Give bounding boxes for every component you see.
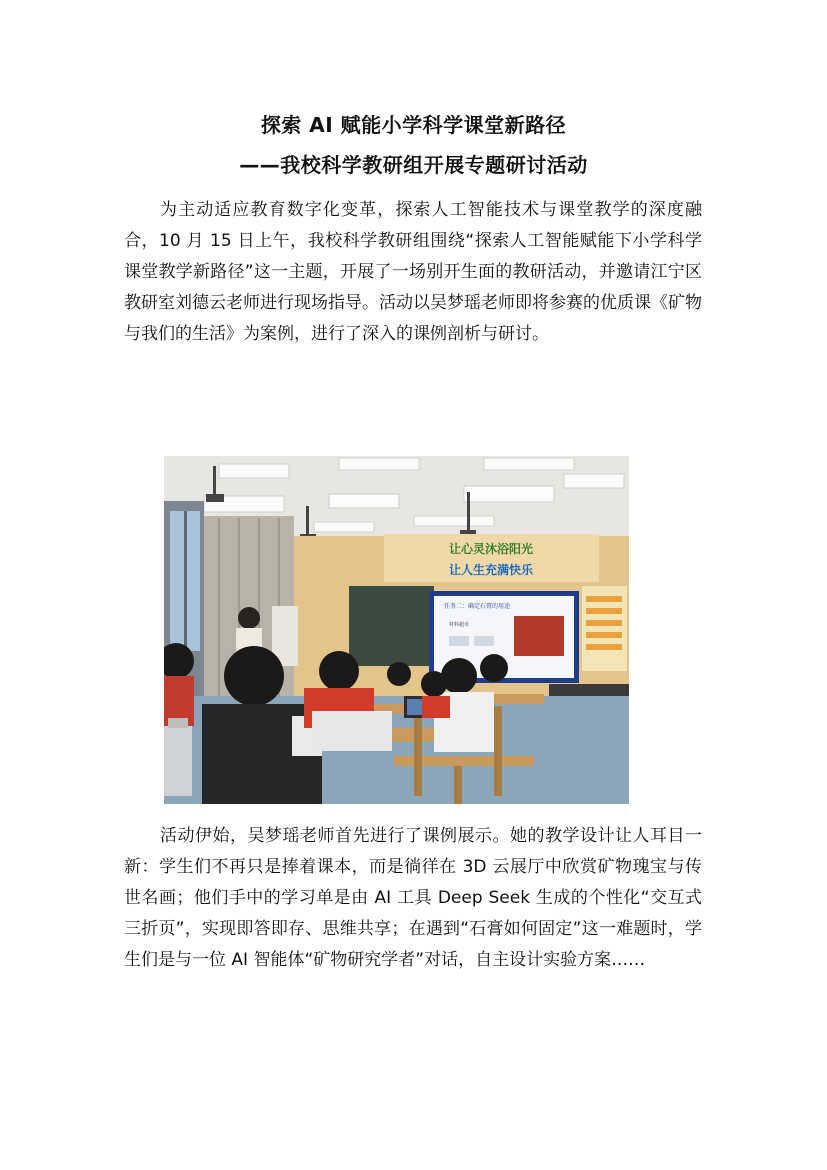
article-title: 探索 AI 赋能小学科学课堂新路径	[260, 113, 567, 137]
screen-heading: 任务二：确定石膏的用途	[444, 603, 511, 610]
banner-line-2: 让人生充满快乐	[448, 563, 534, 577]
paragraph-intro: 为主动适应教育数字化变革，探索人工智能技术与课堂教学的深度融合，10 月 15 日上午，我校科学教研组围绕“探索人工智能赋能下小学科学课堂教学新路径”这一主题，开展了一场别开生面的教研活动，并邀请江宁区教研室刘德云老师进行现场指导。活动以吴梦瑶老师即将参赛的优质课《矿物与我们的生活》为案例，进行了深入的课例剖析与研讨。	[124, 200, 702, 344]
banner-line-1: 让心灵沐浴阳光	[448, 542, 534, 556]
classroom-scene	[164, 456, 629, 804]
classroom-photo	[164, 456, 629, 804]
paragraph-activity: 活动伊始，吴梦瑶老师首先进行了课例展示。她的教学设计让人耳目一新：学生们不再只是捧着课本，而是徜徉在 3D 云展厅中欣赏矿物瑰宝与传世名画；他们手中的学习单是由 AI 工具 Deep Seek 生成的个性化“交互式三折页”，实现即答即存、思维共享；在遇到“石膏如何固定”这一难题时，学生们是与一位 AI 智能体“矿物研究学者”对话，自主设计实验方案……	[124, 826, 702, 970]
article-subtitle: ——我校科学教研组开展专题研讨活动	[239, 153, 588, 177]
screen-subheading: 材料超市	[449, 622, 470, 628]
